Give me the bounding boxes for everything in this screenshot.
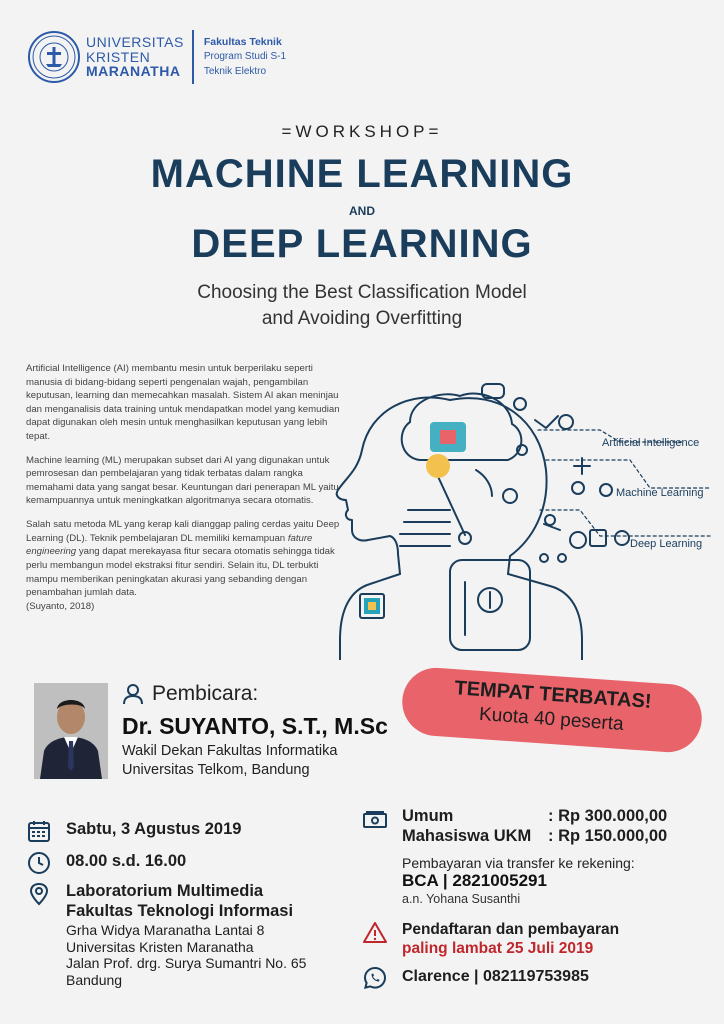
ai-robot-illustration (300, 360, 720, 660)
title-and: AND (349, 204, 375, 218)
person-icon (122, 683, 144, 705)
label-machine-learning: Machine Learning (616, 487, 704, 499)
badge-title: TEMPAT TERBATAS! (453, 677, 653, 713)
payment-holder: a.n. Yohana Susanthi (402, 892, 521, 906)
money-icon (362, 807, 388, 833)
header-divider (192, 30, 194, 84)
payment-account: BCA | 2821005291 (402, 871, 547, 890)
workshop-label: =WORKSHOP= (281, 122, 443, 141)
fee-general-value: : Rp 300.000,00 (548, 807, 668, 825)
label-deep-learning: Deep Learning (630, 538, 703, 550)
subtitle-line2: and Avoiding Overfitting (261, 307, 463, 329)
title-deep-learning: DEEP LEARNING (191, 222, 533, 266)
venue-faculty: Fakultas Teknologi Informasi (66, 902, 294, 921)
university-name-line2: KRISTEN (86, 48, 151, 65)
calendar-icon (26, 818, 52, 844)
fee-student-label: Mahasiswa UKM (402, 826, 532, 845)
speaker-heading (122, 682, 258, 706)
speaker-affiliation: Universitas Telkom, Bandung (122, 762, 310, 778)
speaker-name: Dr. SUYANTO, S.T., M.Sc (122, 713, 388, 739)
intro-paragraph-ai: Artificial Intelligence (AI) membantu mesin untuk berperilaku seperti manusia di bidang-bidang seperti pengenalan wajah, pengambilan keputusan, learning dan memecahkan masalah. Sistem AI akan meninjau dan menganalisis data training untuk mendapatkan model yang kemudian dapat digunakan oleh mesin untuk menghasilkan keputusan yang lebih tepat. (26, 363, 340, 443)
registration-fees (362, 807, 667, 847)
header-logo (28, 30, 286, 84)
intro-paragraph-ml: Machine learning (ML) merupakan subset dari AI yang digunakan untuk pemrosesan dan pembelajaran yang tidak terbatas dalam rangka memahami data yang sangat besar. Keuntungan dari penerapan ML yaitu kemampuannya untuk meningkatkan algoritmanya secara otomatis. (26, 454, 339, 507)
badge-quota: Kuota 40 peserta (478, 703, 625, 735)
intro-text (26, 362, 342, 613)
event-time-text: 08.00 s.d. 16.00 (66, 852, 187, 870)
deadline-line1: Pendaftaran dan pembayaran (402, 921, 620, 938)
address-line1: Grha Widya Maranatha Lantai 8 (66, 922, 265, 939)
intro-dl-emphasis: fature engineering (26, 532, 313, 558)
limited-seats-badge (400, 666, 704, 755)
university-seal-icon (28, 31, 80, 83)
event-time (26, 850, 186, 876)
contact-text: Clarence | 082119753985 (402, 968, 589, 985)
speaker-heading-label: Pembicara: (152, 682, 259, 705)
speaker-photo (34, 683, 108, 779)
department-name: Teknik Elektro (203, 65, 267, 77)
speaker-role: Wakil Dekan Fakultas Informatika (122, 743, 338, 759)
university-name-line3: MARANATHA (86, 63, 181, 80)
label-artificial-intelligence: Artificial Intelligence (602, 437, 700, 449)
registration-deadline (362, 920, 619, 959)
event-date (26, 818, 241, 844)
clock-icon (26, 850, 52, 876)
location-pin-icon (26, 881, 52, 907)
intro-paragraph-dl (26, 518, 342, 600)
venue-name: Laboratorium Multimedia (66, 882, 264, 900)
contact-whatsapp (362, 965, 589, 991)
fee-general-label: Umum (402, 807, 454, 825)
title-machine-learning: MACHINE LEARNING (150, 152, 574, 196)
intro-citation: (Suyanto, 2018) (26, 600, 95, 612)
fee-student-value: : Rp 150.000,00 (548, 826, 668, 845)
intro-dl-part2: yang dapat merekayasa fitur secara otomatis sehingga tidak perlu membangun model ekstraksi fitur sendiri. Selain itu, DL terbukti mampu memberikan peningkatan akurasi yang sebanding dengan penambahan jumlah data. (26, 546, 335, 599)
subtitle (0, 280, 724, 331)
whatsapp-icon (362, 965, 388, 991)
faculty-name: Fakultas Teknik (203, 35, 282, 48)
address-line3: Jalan Prof. drg. Surya Sumantri No. 65 (66, 955, 307, 972)
payment-note: Pembayaran via transfer ke rekening: (402, 855, 635, 871)
program-name: Program Studi S-1 (203, 51, 287, 63)
university-name-line1: UNIVERSITAS (86, 33, 184, 50)
address-line4: Bandung (66, 971, 123, 988)
deadline-line2: paling lambat 25 Juli 2019 (402, 940, 594, 958)
address-line2: Universitas Kristen Maranatha (66, 938, 254, 955)
subtitle-line1: Choosing the Best Classification Model (197, 282, 527, 303)
event-date-text: Sabtu, 3 Agustus 2019 (66, 820, 242, 838)
intro-dl-part1: Salah satu metoda ML yang kerap kali dianggap paling cerdas yaitu Deep Learning (DL). Teknik pembelajaran DL memiliki kemampuan (26, 519, 340, 544)
event-location (26, 881, 306, 988)
warning-icon (362, 920, 388, 946)
